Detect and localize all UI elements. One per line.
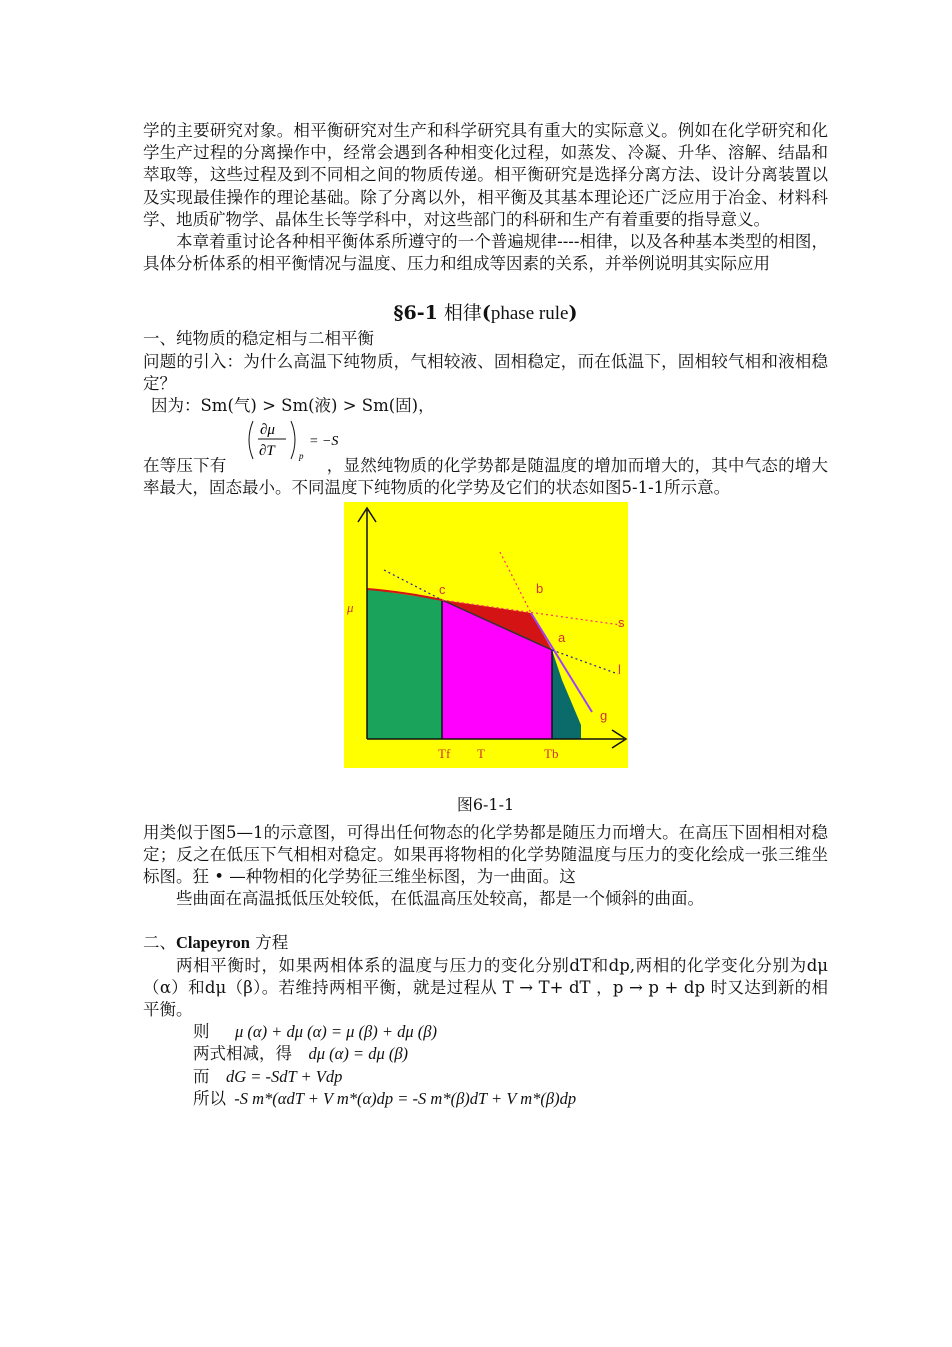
section-number: §6-1 xyxy=(393,302,438,325)
section2-title-en: Clapeyron xyxy=(176,933,250,953)
equation-3 xyxy=(143,1066,828,1088)
equation-2-body: dμ (α) = dμ (β) xyxy=(308,1044,409,1064)
label-g: g xyxy=(600,707,608,723)
section-title-cn: 相律 xyxy=(443,302,482,325)
section-title xyxy=(143,299,828,328)
after-figure-continuation: 些曲面在高温抵低压处较低，在低温高压处较高，都是一个倾斜的曲面。 xyxy=(176,889,704,909)
equation-1-body: μ (α) + dμ (α) = μ (β) + dμ (β) xyxy=(235,1022,437,1042)
formula-rhs: = −S xyxy=(309,434,339,450)
intro-paragraph-2: 本章着重讨论各种相平衡体系所遵守的一个普遍规律----相律，以及各种基本类型的相图，具体分析体系的相平衡情况与温度、压力和组成等因素的关系，并举例说明其实际应用 xyxy=(143,232,828,274)
label-s: s xyxy=(618,614,625,630)
equation-1 xyxy=(143,1021,828,1043)
label-l: l xyxy=(618,661,621,677)
label-T: T xyxy=(477,745,485,761)
constant-pressure-lead: 在等压下有 xyxy=(143,456,227,476)
chemical-potential-diagram xyxy=(344,502,628,768)
label-b: b xyxy=(536,580,544,596)
formula-denominator: ∂T xyxy=(259,443,275,460)
equation-4-body: -S m*(αdT + V m*(α)dp = -S m*(β)dT + V m*(β)dp xyxy=(234,1088,577,1108)
constant-pressure-text: ，显然纯物质的化学势都是随温度的增加而增大的，其中气态的增大率最大，固态最小。不同温度下纯物质的化学势及它们的状态如图5-1-1所示意。 xyxy=(143,456,829,498)
section-title-paren-open: ( xyxy=(481,302,491,325)
subsection-heading: 一、纯物质的稳定相与二相平衡 xyxy=(143,329,374,349)
equation-4 xyxy=(143,1088,828,1110)
clapeyron-paragraph: 两相平衡时，如果两相体系的温度与压力的变化分别dT和dp,两相的化学变化分别为dμ（α）和dμ（β）。若维持两相平衡，就是过程从 T → T+ dT ，p → p + dp 时又达到新的相平衡。 xyxy=(143,955,828,1020)
section2-title-cn: 方程 xyxy=(249,933,289,953)
entropy-inequality: 因为：Sm(气) > Sm(液) > Sm(固)， xyxy=(151,396,435,416)
after-figure-paragraph: 用类似于图5—1的示意图，可得出任何物态的化学势都是随压力而增大。在高压下固相相对稳定；反之在低压下气相相对稳定。如果再将物相的化学势随温度与压力的变化绘成一张三维坐标图。狂 • —种物相的化学势征三维坐标图，为一曲面。这 xyxy=(143,822,828,887)
formula-subscript: p xyxy=(299,451,304,462)
page-content xyxy=(143,120,828,1110)
figure-6-1-1 xyxy=(143,502,828,792)
equation-3-body: dG = -SdT + Vdp xyxy=(226,1066,343,1086)
equation-3-lead: 而 xyxy=(193,1066,210,1086)
section2-prefix: 二、 xyxy=(143,933,176,953)
label-c: c xyxy=(439,581,446,597)
equation-1-lead: 则 xyxy=(193,1022,210,1042)
label-Tb: Tb xyxy=(544,745,559,761)
solid-region xyxy=(367,589,442,739)
equation-2 xyxy=(143,1043,828,1065)
intro-paragraph-1: 学的主要研究对象。相平衡研究对生产和科学研究具有重大的实际意义。例如在化学研究和化学生产过程的分离操作中，经常会遇到各种相变化过程，如蒸发、冷凝、升华、溶解、结晶和萃取等，这些过程及到不同相之间的物质传递。相平衡研究是选择分离方法、设计分离装置以及实现最佳操作的理论基础。除了分离以外，相平衡及其基本理论还广泛应用于冶金、材料科学、地质矿物学、晶体生长等学科中，对这些部门的科研和生产有着重要的指导意义。 xyxy=(143,121,828,229)
section2-heading xyxy=(143,932,828,954)
label-Tf: Tf xyxy=(438,745,451,761)
question-paragraph: 问题的引入：为什么高温下纯物质，气相较液、固相稳定，而在低温下，固相较气相和液相稳定？ xyxy=(143,351,828,393)
section-title-en: phase rule xyxy=(490,303,569,325)
figure-caption: 图6-1-1 xyxy=(456,794,515,814)
section-title-paren-close: ) xyxy=(568,302,578,325)
label-mu: μ xyxy=(347,599,354,615)
partial-derivative-formula xyxy=(143,417,828,463)
formula-numerator: ∂μ xyxy=(260,422,275,439)
label-a: a xyxy=(558,629,566,645)
equation-4-lead: 所以 xyxy=(193,1088,226,1108)
equation-2-lead: 两式相减，得 xyxy=(193,1044,292,1064)
